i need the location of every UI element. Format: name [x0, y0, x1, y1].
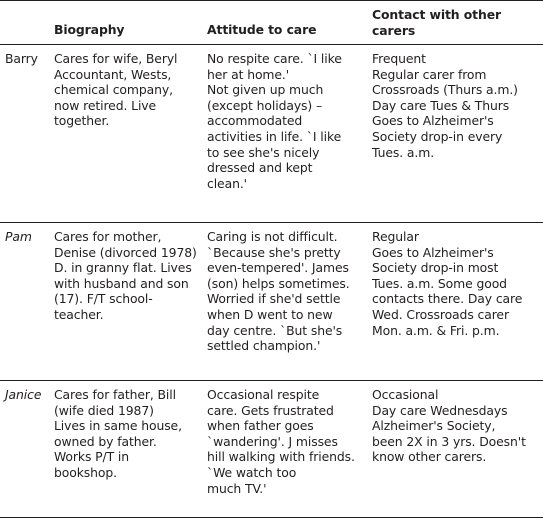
- contact-cell: Regular Goes to Alzheimer's Society drop-in most Tues. a.m. Some good contacts there. Day care Wed. Crossroads carer Mon. a.m. & Fri. p.m.: [372, 229, 523, 338]
- attitude-cell: Occasional respite care. Gets frustrated when father goes `wandering'. J misses hill walking with friends. `We watch too much TV.': [207, 387, 355, 496]
- carer-name: Janice: [5, 387, 42, 402]
- header-contact: Contact with other carers: [372, 7, 502, 38]
- carer-name: Barry: [5, 51, 38, 66]
- biography-cell: Cares for father, Bill (wife died 1987) Lives in same house, owned by father. Works P/T in bookshop.: [54, 387, 182, 480]
- header-rule: [0, 44, 543, 45]
- row-rule: [0, 380, 543, 381]
- row-rule: [0, 222, 543, 223]
- header-biography: Biography: [54, 22, 125, 37]
- header-attitude: Attitude to care: [207, 22, 317, 37]
- contact-cell: Frequent Regular carer from Crossroads (Thurs a.m.) Day care Tues & Thurs Goes to Alzheimer's Society drop-in every Tues. a.m.: [372, 51, 518, 160]
- biography-cell: Cares for wife, Beryl Accountant, Wests, chemical company, now retired. Live together.: [54, 51, 178, 129]
- biography-cell: Cares for mother, Denise (divorced 1978) D. in granny flat. Lives with husband and son (17). F/T school- teacher.: [54, 229, 197, 322]
- table-bottom-rule: [0, 517, 543, 518]
- table-top-rule: [0, 0, 543, 1]
- attitude-cell: Caring is not difficult. `Because she's pretty even-tempered'. James (son) helps sometimes. Worried if she'd settle when D went to new day centre. `But she's settled champion.': [207, 229, 350, 354]
- attitude-cell: No respite care. `I like her at home.' Not given up much (except holidays) – accommodated activities in life. `I like to see she's nicely dressed and kept clean.': [207, 51, 342, 191]
- carer-name: Pam: [5, 229, 32, 244]
- contact-cell: Occasional Day care Wednesdays Alzheimer's Society, been 2X in 3 yrs. Doesn't know other carers.: [372, 387, 526, 465]
